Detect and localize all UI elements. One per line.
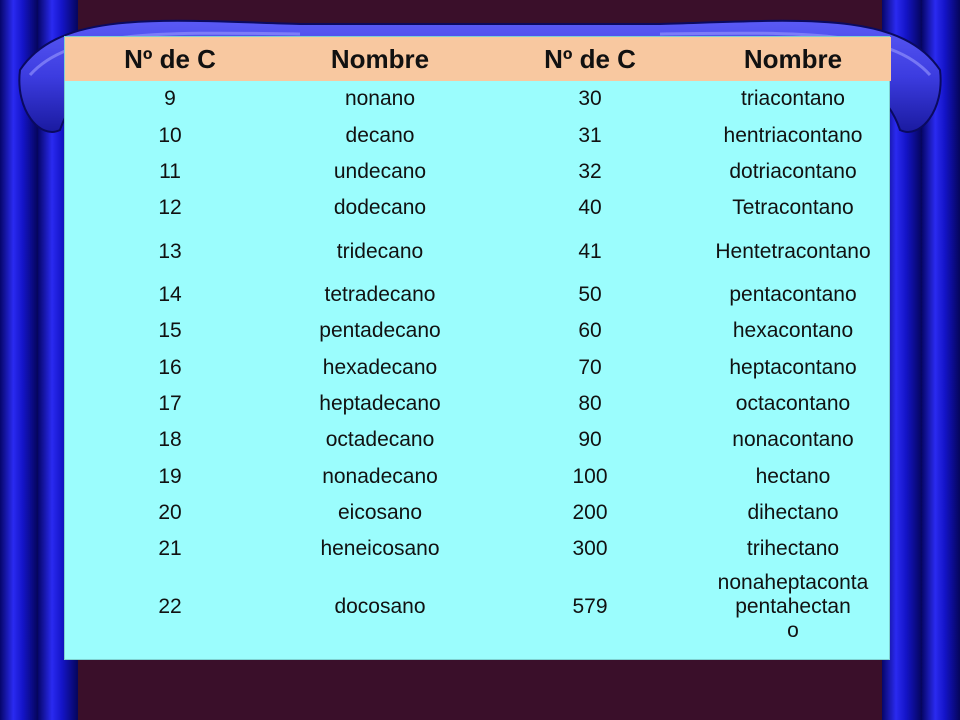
alkane-names-table-card (64, 36, 890, 660)
name-cell: tridecano (336, 239, 424, 263)
alkane-names-table (65, 37, 891, 646)
name-cell: dihectano (747, 501, 839, 525)
header-carbon-count-2: Nº de C (544, 44, 636, 74)
table-row (65, 154, 891, 190)
name-cell: pentadecano (319, 319, 441, 343)
name-cell: nonaheptaconta pentahectan o (717, 570, 869, 642)
carbon-count-cell: 80 (578, 391, 602, 415)
carbon-count-cell: 100 (572, 464, 608, 488)
header-carbon-count-1: Nº de C (124, 44, 216, 74)
table-row (65, 495, 891, 531)
carbon-count-cell: 12 (158, 196, 182, 220)
name-cell: dodecano (333, 196, 427, 220)
carbon-count-cell: 16 (158, 355, 182, 379)
table-row (65, 568, 891, 646)
carbon-count-cell: 13 (158, 239, 182, 263)
header-name-1: Nombre (330, 44, 430, 74)
name-cell: nonacontano (732, 428, 854, 452)
carbon-count-cell: 60 (578, 319, 602, 343)
name-cell: triacontano (741, 87, 845, 111)
carbon-count-cell: 20 (158, 501, 182, 525)
name-cell: undecano (333, 159, 427, 183)
table-row (65, 277, 891, 313)
carbon-count-cell: 50 (578, 282, 602, 306)
name-cell: docosano (334, 594, 426, 618)
name-cell: hexadecano (322, 355, 438, 379)
name-cell: eicosano (337, 501, 423, 525)
name-cell: Hentetracontano (715, 239, 871, 263)
carbon-count-cell: 90 (578, 428, 602, 452)
name-cell: hectano (755, 464, 831, 488)
carbon-count-cell: 19 (158, 464, 182, 488)
carbon-count-cell: 200 (572, 501, 608, 525)
table-row (65, 531, 891, 567)
name-cell: nonadecano (322, 464, 438, 488)
carbon-count-cell: 18 (158, 428, 182, 452)
name-cell: trihectano (746, 537, 840, 561)
carbon-count-cell: 17 (158, 391, 182, 415)
name-cell: hexacontano (732, 319, 854, 343)
table-row (65, 227, 891, 277)
carbon-count-cell: 22 (158, 594, 182, 618)
header-name-2: Nombre (743, 44, 843, 74)
name-cell: dotriacontano (729, 159, 857, 183)
table-row (65, 459, 891, 495)
name-cell: heptadecano (319, 391, 441, 415)
carbon-count-cell: 579 (572, 594, 608, 618)
table-row (65, 422, 891, 458)
carbon-count-cell: 40 (578, 196, 602, 220)
name-cell: Tetracontano (732, 196, 854, 220)
table-row (65, 386, 891, 422)
name-cell: nonano (344, 87, 416, 111)
name-cell: octadecano (325, 428, 435, 452)
table-row (65, 117, 891, 153)
carbon-count-cell: 21 (158, 537, 182, 561)
name-cell: heptacontano (729, 355, 857, 379)
carbon-count-cell: 41 (578, 239, 602, 263)
carbon-count-cell: 300 (572, 537, 608, 561)
table-row (65, 313, 891, 349)
name-cell: octacontano (735, 391, 851, 415)
table-header-row (65, 37, 891, 81)
carbon-count-cell: 11 (159, 159, 181, 183)
carbon-count-cell: 70 (578, 355, 602, 379)
table-row (65, 81, 891, 117)
carbon-count-cell: 15 (158, 319, 182, 343)
carbon-count-cell: 14 (158, 282, 182, 306)
name-cell: heneicosano (320, 537, 440, 561)
name-cell: decano (345, 123, 415, 147)
name-cell: hentriacontano (723, 123, 863, 147)
carbon-count-cell: 32 (578, 159, 602, 183)
carbon-count-cell: 10 (158, 123, 182, 147)
carbon-count-cell: 31 (578, 123, 602, 147)
name-cell: pentacontano (729, 282, 857, 306)
name-cell: tetradecano (324, 282, 436, 306)
carbon-count-cell: 30 (578, 87, 602, 111)
table-row (65, 190, 891, 226)
table-row (65, 349, 891, 385)
carbon-count-cell: 9 (164, 87, 176, 111)
